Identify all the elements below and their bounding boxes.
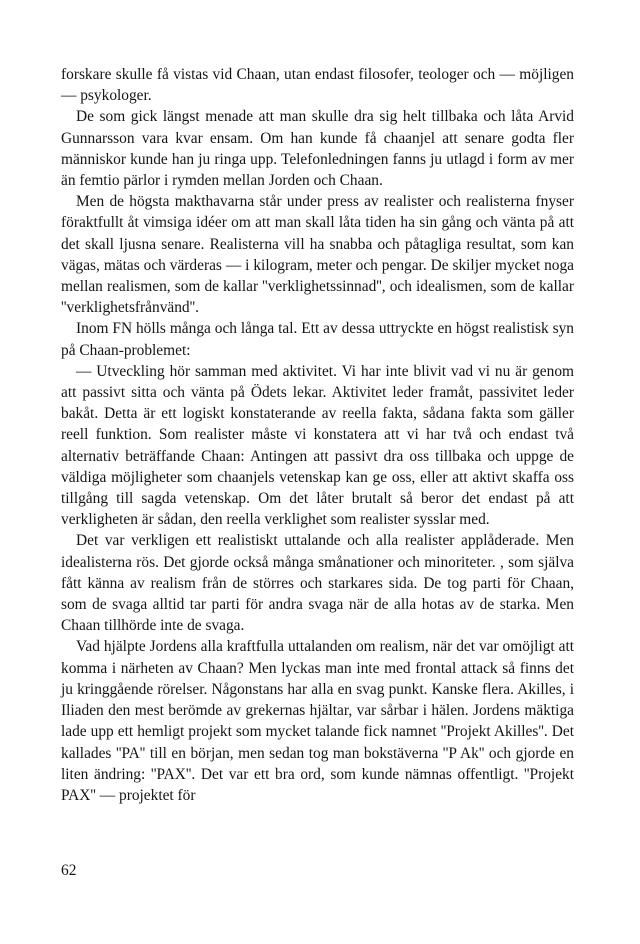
paragraph-5: — Utveckling hör samman med aktivitet. Vi har inte blivit vad vi nu är genom att passivt sitta och vänta på Ödets lekar. Aktivitet leder framåt, passivitet leder bakåt. Detta är ett logiskt konstaterande av reella fakta, sådana fakta som gäller reell funktion. Som realister måste vi konstatera att vi har två och endast två alternativ beträffande Chaan: Antingen att passivt dra oss tillbaka och uppge de väldiga möjligheter som chaanjels vetenskap kan ge oss, eller att aktivt skaffa oss tillgång till sagda vetenskap. Om det låter brutalt så beror det endast på att verkligheten är sådan, den reella verklighet som realister sysslar med. (61, 362, 574, 529)
book-page-body (61, 64, 574, 806)
paragraph-7: Vad hjälpte Jordens alla kraftfulla uttalanden om realism, när det var omöjligt att komma i närheten av Chaan? Men lyckas man inte med frontal attack så finns det ju kringgående rörelser. Någonstans har alla en svag punkt. Kanske flera. Akilles, i Iliaden den mest berömde av grekernas hjältar, var sårbar i hälen. Jordens mäktiga lade upp ett hemligt projekt som mycket talande fick namnet ''Projekt Akilles''. Det kallades ''PA'' till en början, men sedan tog man bokstäverna ''P Ak'' och gjorde en liten ändring: ''PAX''. Det var ett bra ord, som kunde nämnas offentligt. ''Projekt PAX'' — projektet för (61, 638, 574, 804)
paragraph-2: De som gick längst menade att man skulle dra sig helt tillbaka och låta Arvid Gunnarsson vara kvar ensam. Om han kunde få chaanjel att senare godta fler människor kunde han ju ringa upp. Telefonledningen fanns ju utlagd i form av mer än femtio pärlor i rymden mellan Jorden och Chaan. (61, 108, 574, 190)
paragraph-4: Inom FN hölls många och långa tal. Ett av dessa uttryckte en högst realistisk syn på Chaan-problemet: (61, 320, 574, 359)
paragraph-1: forskare skulle få vistas vid Chaan, utan endast filosofer, teologer och — möjligen — psykologer. (61, 66, 574, 105)
paragraph-6: Det var verkligen ett realistiskt uttalande och alla realister applåderade. Men idealisterna rös. Det gjorde också många smånationer och minoriteter. , som själva fått känna av realism från de störres och starkares sida. De tog parti för Chaan, som de svaga alltid tar parti för andra svaga när de alla hotas av de starka. Men Chaan tillhörde inte de svaga. (61, 532, 574, 635)
paragraph-3: Men de högsta makthavarna står under press av realister och realisterna fnyser föraktfullt åt vimsiga idéer om att man skall låta tiden ha sin gång och vänta på att det skall ljusna senare. Realisterna vill ha snabba och påtagliga resultat, som kan vägas, mätas och värderas — i kilogram, meter och pengar. De skiljer mycket noga mellan realismen, som de kallar ''verklighetssinnad'', och idealismen, som de kallar ''verklighetsfrånvänd''. (61, 193, 574, 317)
page-number: 62 (61, 862, 77, 879)
